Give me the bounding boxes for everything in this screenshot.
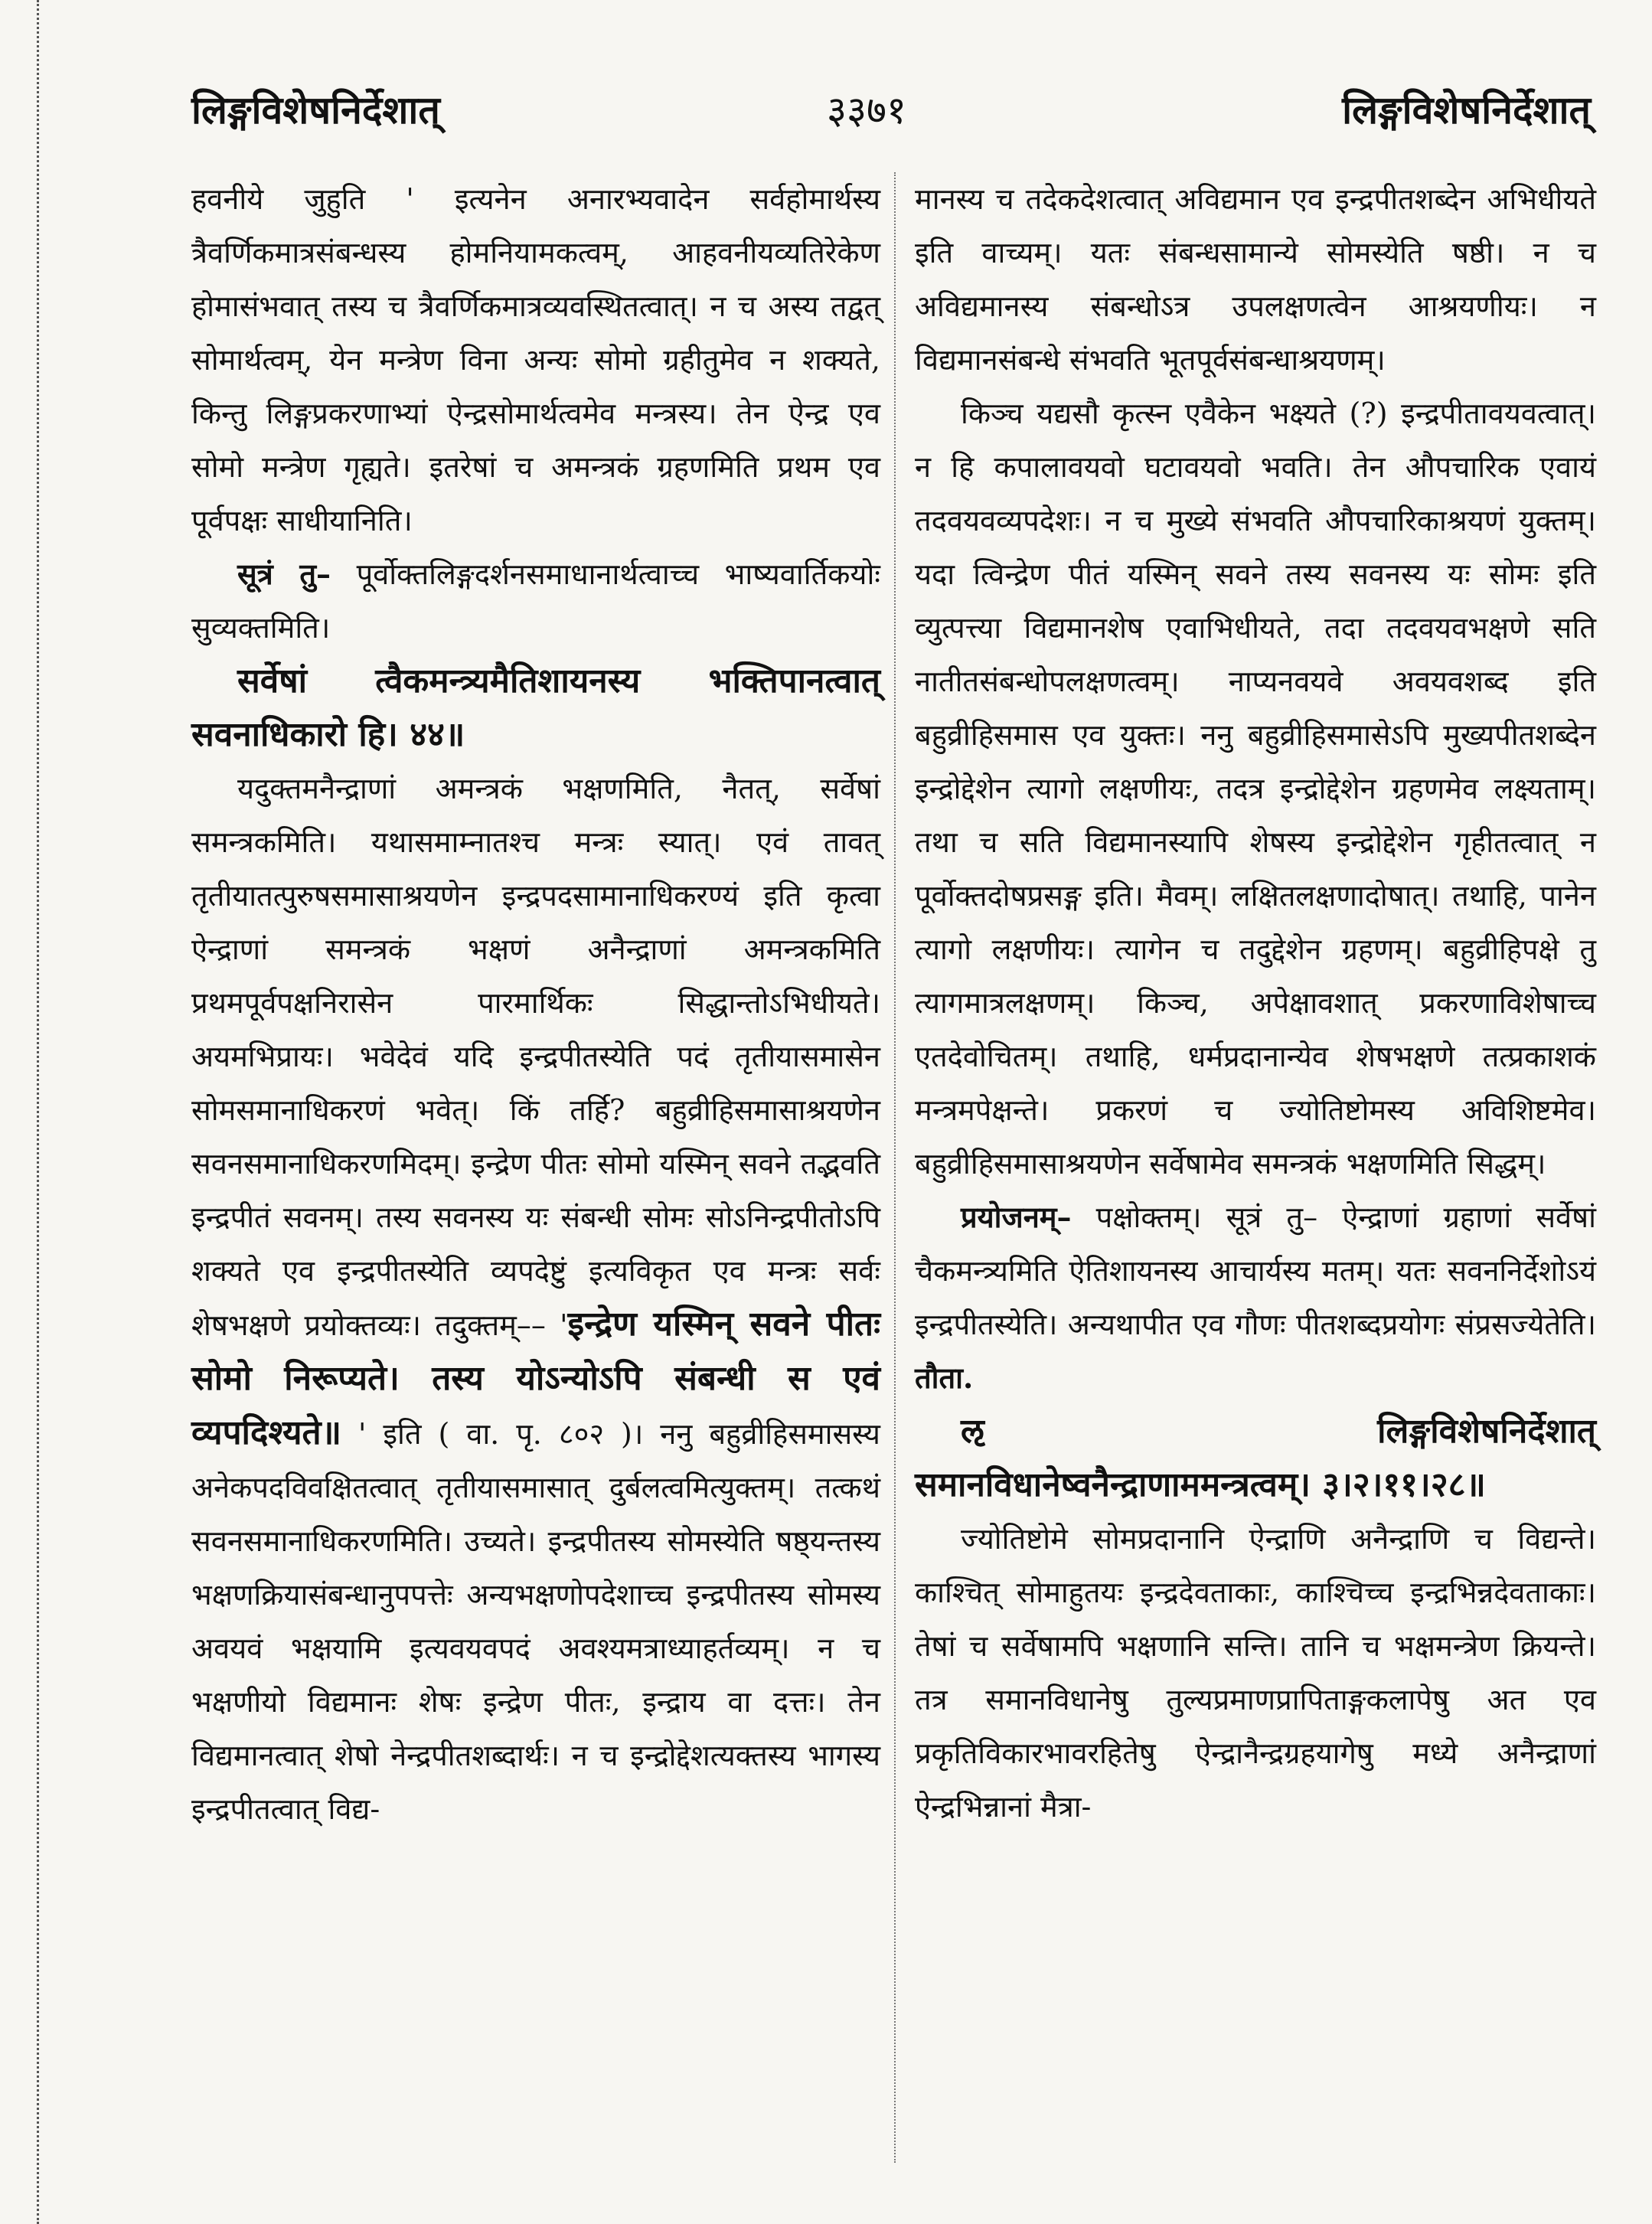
quotation: इन्द्रेण यस्मिन् सवने पीतः सोमो निरूप्यते। तस्य योऽन्योऽपि संबन्धी स एवं व्यपदिश्यते॥: [191, 1305, 880, 1452]
adhikarana-title: लिङ्गविशेषनिर्देशात् समानविधानेष्वनैन्द्राणाममन्त्रत्वम्। ३।२।११।२८॥: [915, 1412, 1596, 1504]
column-divider: [894, 172, 896, 2163]
sutra-label: सूत्रं तु–: [237, 557, 331, 591]
left-column: [191, 172, 880, 1836]
right-column: [915, 172, 1596, 1834]
paragraph: [191, 762, 880, 1836]
paragraph-text: पक्षोक्तम्। सूत्रं तु– ऐन्द्राणां ग्रहाणां सर्वेषां चैकमन्त्र्यमिति ऐतिशायनस्य आचार्यस्य मतम्। यतः सवननिर्देशोऽयं इन्द्रपीतस्येति। अन्यथापीत एव गौणः पीतशब्दप्रयोगः संप्रसज्येतेति।: [915, 1200, 1596, 1341]
paragraph: हवनीये जुहुति ' इत्यनेन अनारभ्यवादेन सर्वहोमार्थस्य त्रैवर्णिकमात्रसंबन्धस्य होमनियामकत्वम्, आहवनीयव्यतिरेकेण होमासंभवात् तस्य च त्रैवर्णिकमात्रव्यवस्थितत्वात्। न च अस्य तद्वत् सोमार्थत्वम्, येन मन्त्रेण विना अन्यः सोमो ग्रहीतुमेव न शक्यते, किन्तु लिङ्गप्रकरणाभ्यां ऐन्द्रसोमार्थत्वमेव मन्त्रस्य। तेन ऐन्द्र एव सोमो मन्त्रेण गृह्यते। इतरेषां च अमन्त्रकं ग्रहणमिति प्रथम एव पूर्वपक्षः साधीयानिति।: [191, 182, 880, 537]
paragraph: [915, 1190, 1596, 1405]
section-symbol-icon: ऌ: [961, 1412, 984, 1451]
sutra-heading: सर्वेषां त्वैकमन्त्र्यमैतिशायनस्य भक्तिपानत्वात् सवनाधिकारो हि। ४४॥: [191, 661, 880, 754]
running-head-right: लिङ्गविशेषनिर्देशात्: [1342, 87, 1591, 132]
paragraph: किञ्च यद्यसौ कृत्स्न एवैकेन भक्ष्यते (?) इन्द्रपीतावयवत्वात्। न हि कपालावयवो घटावयवो भवति। तेन औपचारिक एवायं तदवयवव्यपदेशः। न च मुख्ये संभवति औपचारिकाश्रयणं युक्तम्। यदा त्विन्द्रेण पीतं यस्मिन् सवने तस्य सवनस्य यः सोमः इति व्युत्पत्त्या विद्यमानशेष एवाभिधीयते, तदा तदवयवभक्षणे सति नातीतसंबन्धोपलक्षणत्वम्। नाप्यनवयवे अवयवशब्द इति बहुव्रीहिसमास एव युक्तः। ननु बहुव्रीहिसमासेऽपि मुख्यपीतशब्देन इन्द्रोद्देशेन त्यागो लक्षणीयः, तदत्र इन्द्रोद्देशेन ग्रहणमेव लक्ष्यताम्। तथा च सति विद्यमानस्यापि शेषस्य इन्द्रोद्देशेन गृहीतत्वात् न पूर्वोक्तदोषप्रसङ्ग इति। मैवम्। लक्षितलक्षणादोषात्। तथाहि, पानेन त्यागो लक्षणीयः। त्यागेन च तदुद्देशेन ग्रहणम्। बहुव्रीहिपक्षे तु त्यागमात्रलक्षणम्। किञ्च, अपेक्षावशात् प्रकरणाविशेषाच्च एतदेवोचितम्। तथाहि, धर्मप्रदानान्येव शेषभक्षणे तत्प्रकाशकं मन्त्रमपेक्षन्ते। प्रकरणं च ज्योतिष्टोमस्य अविशिष्टमेव। बहुव्रीहिसमासाश्रयणेन सर्वेषामेव समन्त्रकं भक्षणमिति सिद्धम्।: [915, 397, 1596, 1181]
prayojana-label: प्रयोजनम्–: [961, 1200, 1072, 1234]
adhikarana-heading: [915, 1405, 1596, 1512]
paragraph-text: यदुक्तमनैन्द्राणां अमन्त्रकं भक्षणमिति, नैतत्, सर्वेषां समन्त्रकमिति। यथासमाम्नातश्च मन्त्रः स्यात्। एवं तावत् तृतीयातत्पुरुषसमासाश्रयणेन इन्द्रपदसामानाधिकरण्यं इति कृत्वा ऐन्द्राणां समन्त्रकं भक्षणं अनैन्द्राणां अमन्त्रकमिति प्रथमपूर्वपक्षनिरासेन पारमार्थिकः सिद्धान्तोऽभिधीयते। अयमभिप्रायः। भवेदेवं यदि इन्द्रपीतस्येति पदं तृतीयासमासेन सोमसमानाधिकरणं भवेत्। किं तर्हि? बहुव्रीहिसमासाश्रयणेन सवनसमानाधिकरणमिदम्। इन्द्रेण पीतः सोमो यस्मिन् सवने तद्भवति इन्द्रपीतं सवनम्। तस्य सवनस्य यः संबन्धी सोमः सोऽनिन्द्रपीतोऽपि शक्यते एव इन्द्रपीतस्येति व्यपदेष्टुं इत्यविकृत एव मन्त्रः सर्वः शेषभक्षणे प्रयोक्तव्यः। तदुक्तम्–– ': [191, 772, 880, 1342]
paragraph-text: पूर्वोक्तलिङ्गदर्शनसमाधानार्थत्वाच्च भाष्यवार्तिकयोः सुव्यक्तमिति।: [191, 557, 880, 645]
paragraph: मानस्य च तदेकदेशत्वात् अविद्यमान एव इन्द्रपीतशब्देन अभिधीयते इति वाच्यम्। यतः संबन्धसामान्ये सोमस्येति षष्ठी। न च अविद्यमानस्य संबन्धोऽत्र उपलक्षणत्वेन आश्रयणीयः। न विद्यमानसंबन्धे संभवति भूतपूर्वसंबन्धाश्रयणम्।: [915, 182, 1596, 377]
binding-margin-line: [37, 0, 41, 2224]
signature: तौता.: [915, 1360, 974, 1395]
paragraph-text: ' इति ( वा. पृ. ८०२ )। ननु बहुव्रीहिसमासस्य अनेकपदविवक्षितत्वात् तृतीयासमासात् दुर्बलत्वमित्युक्तम्। तत्कथं सवनसमानाधिकरणमिति। उच्यते। इन्द्रपीतस्य सोमस्येति षष्ठ्यन्तस्य भक्षणक्रियासंबन्धानुपपत्तेः अन्यभक्षणोपदेशाच्च इन्द्रपीतस्य सोमस्य अवयवं भक्षयामि इत्यवयवपदं अवश्यमत्राध्याहर्तव्यम्। न च भक्षणीयो विद्यमानः शेषः इन्द्रेण पीतः, इन्द्राय वा दत्तः। तेन विद्यमानत्वात् शेषो नेन्द्रपीतशब्दार्थः। न च इन्द्रोद्देशत्यक्तस्य भागस्य इन्द्रपीतत्वात् विद्य-: [191, 1417, 880, 1826]
page-number: ३३७१: [827, 88, 906, 132]
paragraph: [191, 547, 880, 655]
running-head-left: लिङ्गविशेषनिर्देशात्: [191, 87, 440, 132]
paragraph: ज्योतिष्टोमे सोमप्रदानानि ऐन्द्राणि अनैन्द्राणि च विद्यन्ते। काश्चित् सोमाहुतयः इन्द्रदेवताकाः, काश्चिच्च इन्द्रभिन्नदेवताकाः। तेषां च सर्वेषामपि भक्षणानि सन्ति। तानि च भक्षमन्त्रेण क्रियन्ते। तत्र समानविधानेषु तुल्यप्रमाणप्रापिताङ्गकलापेषु अत एव प्रकृतिविकारभावरहितेषु ऐन्द्रानैन्द्रग्रहयागेषु मध्ये अनैन्द्राणां ऐन्द्रभिन्नानां मैत्रा-: [915, 1522, 1596, 1824]
